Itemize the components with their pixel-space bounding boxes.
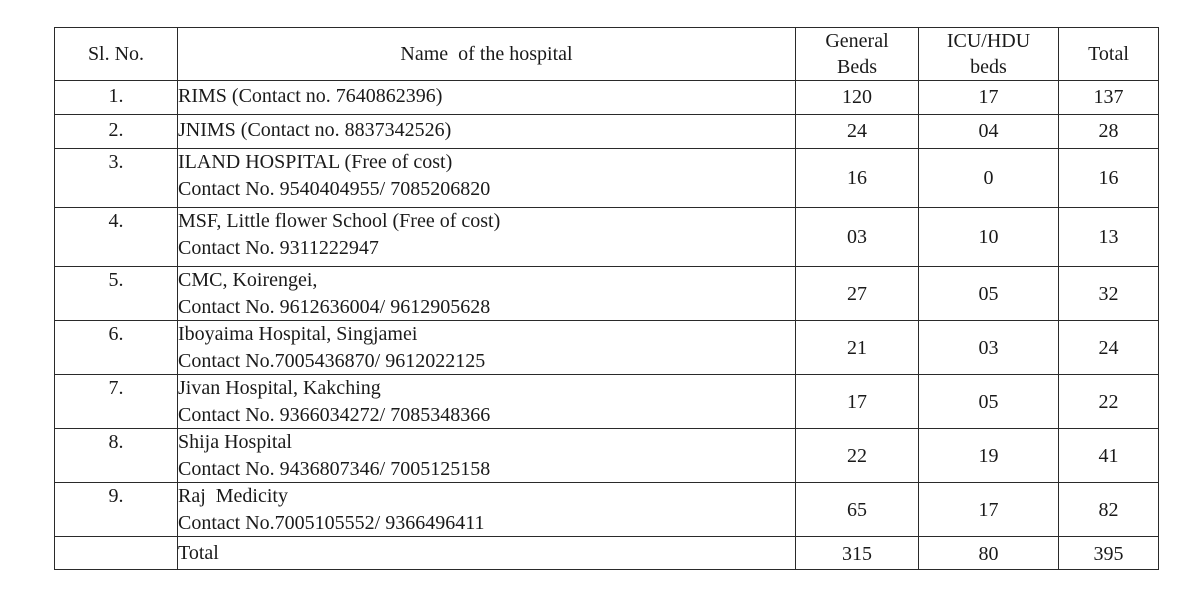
cell-general-beds: 65 bbox=[796, 483, 919, 537]
header-icu-hdu-beds: ICU/HDU beds bbox=[919, 28, 1059, 81]
cell-total-beds: 13 bbox=[1059, 208, 1159, 267]
header-hospital-name: Name of the hospital bbox=[178, 28, 796, 81]
cell-hospital-name: MSF, Little flower School (Free of cost) Contact No. 9311222947 bbox=[178, 208, 796, 267]
table-row bbox=[55, 149, 1159, 208]
grand-total-beds: 395 bbox=[1059, 537, 1159, 570]
cell-hospital-name: Raj Medicity Contact No.7005105552/ 9366496411 bbox=[178, 483, 796, 537]
total-general-beds: 315 bbox=[796, 537, 919, 570]
cell-icu-beds: 05 bbox=[919, 267, 1059, 321]
cell-icu-beds: 04 bbox=[919, 115, 1059, 149]
cell-hospital-name: CMC, Koirengei, Contact No. 9612636004/ 9612905628 bbox=[178, 267, 796, 321]
cell-total-beds: 41 bbox=[1059, 429, 1159, 483]
table-row bbox=[55, 321, 1159, 375]
cell-general-beds: 22 bbox=[796, 429, 919, 483]
cell-total-beds: 22 bbox=[1059, 375, 1159, 429]
cell-contact: Contact No. 9540404955/ 7085206820 bbox=[178, 178, 491, 200]
table-row bbox=[55, 429, 1159, 483]
cell-general-beds: 03 bbox=[796, 208, 919, 267]
cell-contact: Contact No. 9436807346/ 7005125158 bbox=[178, 458, 491, 480]
cell-total-beds: 32 bbox=[1059, 267, 1159, 321]
cell-sl-no: 7. bbox=[55, 375, 178, 429]
cell-sl-no: 6. bbox=[55, 321, 178, 375]
cell-general-beds: 27 bbox=[796, 267, 919, 321]
table-row bbox=[55, 483, 1159, 537]
header-sl-no: Sl. No. bbox=[55, 28, 178, 81]
cell-icu-beds: 17 bbox=[919, 81, 1059, 115]
cell-icu-beds: 17 bbox=[919, 483, 1059, 537]
cell-sl-no: 4. bbox=[55, 208, 178, 267]
cell-hospital-name: JNIMS (Contact no. 8837342526) bbox=[178, 115, 796, 149]
cell-total-beds: 24 bbox=[1059, 321, 1159, 375]
total-icu-beds: 80 bbox=[919, 537, 1059, 570]
cell-hospital-name: RIMS (Contact no. 7640862396) bbox=[178, 81, 796, 115]
table-row bbox=[55, 208, 1159, 267]
cell-general-beds: 21 bbox=[796, 321, 919, 375]
cell-icu-beds: 10 bbox=[919, 208, 1059, 267]
cell-contact: Contact No.7005436870/ 9612022125 bbox=[178, 350, 486, 372]
cell-contact: Contact No. 9612636004/ 9612905628 bbox=[178, 296, 491, 318]
cell-icu-beds: 19 bbox=[919, 429, 1059, 483]
hospital-beds-table bbox=[54, 27, 1159, 570]
cell-general-beds: 24 bbox=[796, 115, 919, 149]
cell-sl-no: 3. bbox=[55, 149, 178, 208]
cell-general-beds: 120 bbox=[796, 81, 919, 115]
cell-sl-no-empty bbox=[55, 537, 178, 570]
cell-hospital-name: Jivan Hospital, Kakching Contact No. 9366034272/ 7085348366 bbox=[178, 375, 796, 429]
cell-contact: Contact No. 9311222947 bbox=[178, 237, 379, 259]
cell-general-beds: 16 bbox=[796, 149, 919, 208]
cell-icu-beds: 05 bbox=[919, 375, 1059, 429]
cell-hospital-name: Iboyaima Hospital, Singjamei Contact No.7005436870/ 9612022125 bbox=[178, 321, 796, 375]
header-total: Total bbox=[1059, 28, 1159, 81]
table-row bbox=[55, 81, 1159, 115]
cell-hospital-name: ILAND HOSPITAL (Free of cost) Contact No. 9540404955/ 7085206820 bbox=[178, 149, 796, 208]
totals-row bbox=[55, 537, 1159, 570]
cell-sl-no: 2. bbox=[55, 115, 178, 149]
cell-total-beds: 16 bbox=[1059, 149, 1159, 208]
cell-contact: Contact No.7005105552/ 9366496411 bbox=[178, 512, 485, 534]
cell-hospital-name: Shija Hospital Contact No. 9436807346/ 7005125158 bbox=[178, 429, 796, 483]
cell-sl-no: 1. bbox=[55, 81, 178, 115]
cell-sl-no: 5. bbox=[55, 267, 178, 321]
table-row bbox=[55, 375, 1159, 429]
header-general-beds: General Beds bbox=[796, 28, 919, 81]
cell-icu-beds: 03 bbox=[919, 321, 1059, 375]
cell-general-beds: 17 bbox=[796, 375, 919, 429]
table-header-row bbox=[55, 28, 1159, 81]
cell-total-beds: 82 bbox=[1059, 483, 1159, 537]
cell-contact: Contact No. 9366034272/ 7085348366 bbox=[178, 404, 491, 426]
table-row bbox=[55, 267, 1159, 321]
cell-sl-no: 8. bbox=[55, 429, 178, 483]
cell-icu-beds: 0 bbox=[919, 149, 1059, 208]
table-row bbox=[55, 115, 1159, 149]
cell-total-beds: 28 bbox=[1059, 115, 1159, 149]
totals-label: Total bbox=[178, 537, 796, 570]
cell-total-beds: 137 bbox=[1059, 81, 1159, 115]
cell-sl-no: 9. bbox=[55, 483, 178, 537]
